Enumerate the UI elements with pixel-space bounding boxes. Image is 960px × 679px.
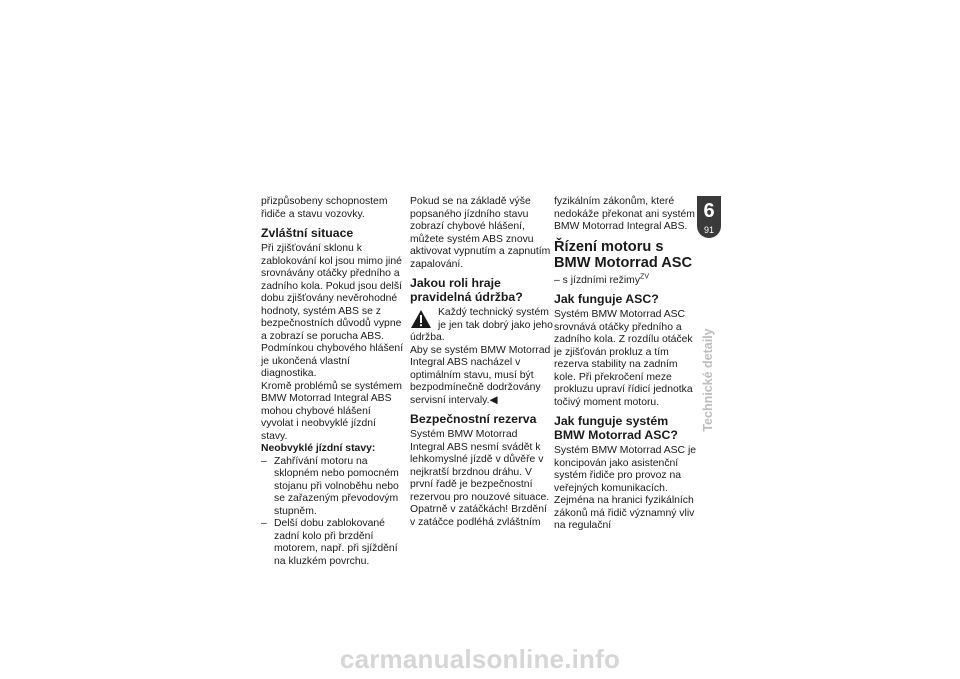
- end-mark-icon: ◀: [489, 394, 498, 406]
- paragraph: Systém BMW Motorrad ASC je koncipován jako asistenční systém řidiče pro provoz na veřejných komunikacích. Zejména na hranici fyzikálních zákonů má řidič významný vliv na regulační: [554, 445, 697, 531]
- heading-special-situations: Zvláštní situace: [261, 226, 354, 240]
- paragraph: [410, 345, 553, 408]
- dash-bullet: –: [261, 518, 267, 529]
- text-column-2: [410, 196, 553, 529]
- paragraph: Systém BMW Motorrad Integral ABS nesmí svádět k lehkomyslné jízdě v důvěře v nejkratší brzdnou dráhu. V první řadě je bezpečnostní rezervou pro nouzové situace.: [410, 429, 550, 503]
- paragraph: Pokud se na základě výše popsaného jízdního stavu zobrazí chybové hlášení, můžete systém ABS znovu aktivovat vypnutím a zapnutím zapalování.: [410, 196, 551, 270]
- heading-how-asc-system-works: Jak funguje systém BMW Motorrad ASC?: [554, 414, 678, 442]
- list-item-text: Zahřívání motoru na sklopném nebo pomocném stojanu při volnoběhu nebo se zařazeným převodovým stupněm.: [274, 455, 399, 517]
- option-superscript: ZV: [640, 273, 649, 281]
- paragraph: přizpůsobeny schopnostem řidiče a stavu vozovky.: [261, 196, 388, 220]
- warning-triangle-icon: [410, 309, 432, 329]
- warning-text: Každý technický systém je jen tak dobrý jako jeho údržba.: [410, 307, 553, 343]
- list-item: [261, 456, 404, 519]
- text-column-3: [554, 196, 699, 533]
- text-column-1: [261, 196, 404, 568]
- paragraph: Kromě problémů se systémem BMW Motorrad Integral ABS mohou chybové hlášení vyvolat i neobvyklé jízdní stavy.: [261, 380, 402, 442]
- list-item-text: Delší dobu zablokované zadní kolo při brzdění motorem, např. při sjíždění na kluzkém povrchu.: [274, 518, 398, 567]
- dash-bullet: –: [554, 274, 560, 286]
- page-number: 91: [703, 225, 714, 235]
- subheading-unusual-states: Neobvyklé jízdní stavy:: [261, 443, 376, 454]
- heading-safety-reserve: Bezpečnostní rezerva: [410, 412, 537, 426]
- warning-note: [410, 307, 553, 345]
- paragraph-text: Aby se systém BMW Motorrad Integral ABS nacházel v optimálním stavu, musí být bezpodmínečně dodržovány servisní intervaly.: [410, 344, 551, 406]
- paragraph: fyzikálním zákonům, které nedokáže překonat ani systém BMW Motorrad Integral ABS.: [554, 196, 695, 232]
- paragraph: Systém BMW Motorrad ASC srovnává otáčky předního a zadního kola. Z rozdílu otáček je zjišťován prokluz a tím rezerva stability na zadním kole. Při překročení meze prokluzu upraví řídicí jednotka točivý moment motoru.: [554, 309, 693, 408]
- heading-how-asc-works: Jak funguje ASC?: [554, 292, 659, 306]
- chapter-side-label: Technické detaily: [701, 328, 715, 432]
- heading-maintenance: Jakou roli hraje pravidelná údržba?: [410, 276, 523, 304]
- paragraph: Při zjišťování sklonu k zablokování kol jsou mimo jiné srovnávány otáčky předního a zadního kola. Pokud jsou delší dobu zjišťovány nevěrohodné hodnoty, systém ABS se z bezpečnostních důvodů vypne a zobrazí se porucha ABS. Podmínkou chybového hlášení je ukončená vlastní diagnostika.: [261, 243, 404, 379]
- paragraph: Opatrně v zatáčkách! Brzdění v zatáčce podléhá zvláštním: [410, 504, 547, 528]
- heading-engine-control-asc: Řízení motoru s BMW Motorrad ASC: [554, 238, 693, 271]
- riding-modes-text: s jízdními režimy: [562, 274, 641, 286]
- watermark: carmanualsonline.info: [339, 644, 621, 674]
- chapter-number: 6: [703, 200, 715, 222]
- riding-modes-line: [554, 275, 699, 288]
- dash-bullet: –: [261, 455, 267, 467]
- list-item: [261, 518, 404, 568]
